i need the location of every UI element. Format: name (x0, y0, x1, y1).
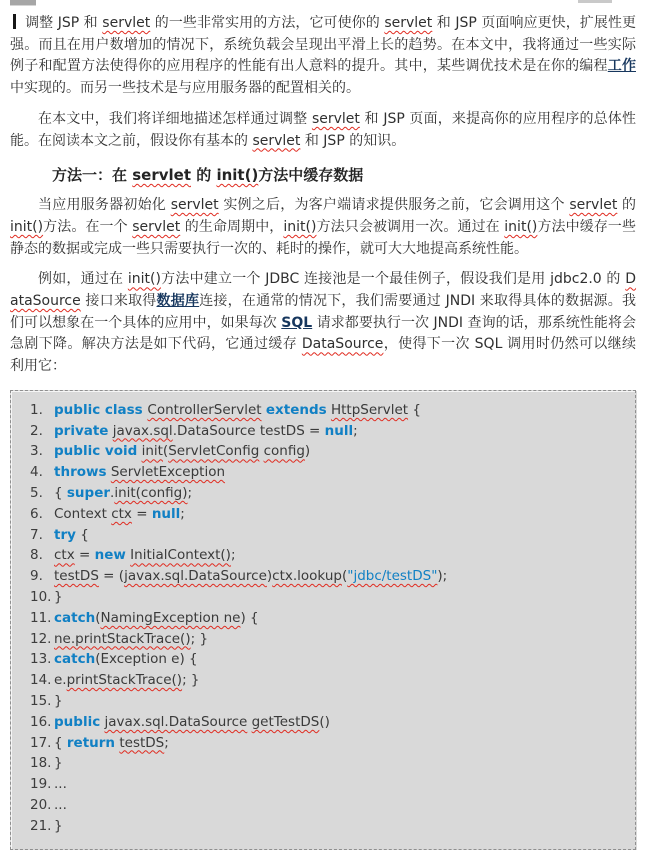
spellcheck-text: servlet (384, 15, 433, 31)
spellcheck-text: ControllerServlet (147, 401, 262, 418)
text-run: 接口来取得 (80, 293, 157, 310)
keyword-token: null (151, 505, 181, 522)
code-line (30, 712, 627, 733)
inline-link[interactable]: 数据库 (156, 293, 200, 310)
line-number: 7. (30, 526, 43, 543)
text-run: ; (180, 505, 185, 522)
spellcheck-text: testDS (54, 568, 99, 585)
window-artifact-left (10, 0, 36, 6)
code-line (30, 670, 627, 691)
spellcheck-text: javax.sql.DataSource (104, 713, 248, 730)
line-number: 2. (30, 422, 43, 439)
text-run: . (110, 485, 115, 502)
spellcheck-text: ServletConfig (168, 443, 260, 460)
spellcheck-text: ne.printStackTrace() (54, 630, 191, 647)
paragraph-intro (10, 13, 636, 100)
quote-bar (13, 14, 16, 29)
text-run: ... (54, 776, 67, 793)
line-number: 9. (30, 568, 43, 585)
keyword-token: super (66, 485, 111, 502)
line-number: 12. (30, 630, 52, 647)
spellcheck-text: servlet (132, 166, 191, 185)
inline-link[interactable]: 工作 (607, 58, 636, 75)
line-number: 15. (30, 693, 52, 709)
keyword-token: throws (54, 464, 107, 481)
text-run: 和 JSP 的知识。 (300, 132, 406, 149)
code-line (30, 774, 627, 795)
spellcheck-text: javax.sql (112, 422, 173, 439)
inline-link[interactable]: SQL (281, 314, 313, 331)
spellcheck-text: ctx (54, 547, 75, 564)
code-line (30, 733, 627, 754)
text-run: ; (187, 485, 193, 502)
text-run: { (408, 401, 421, 418)
line-number: 8. (30, 547, 43, 564)
text-run: 中实现的。而另一些技术是与应用服务器的配置相关的。 (10, 80, 360, 97)
spellcheck-text: init() (283, 218, 317, 235)
text-run: ( (162, 443, 169, 460)
text-run: 的 (191, 166, 217, 185)
text-run: 请求都要执行一次 JNDI 查询的话，那系统性能将会急剧下降。解决方法是如下代码，它通过缓存 (10, 314, 636, 353)
text-run: = (131, 505, 152, 522)
text-run: } (54, 817, 63, 834)
keyword-token: try (54, 526, 76, 543)
line-number: 13. (30, 651, 52, 668)
spellcheck-text: servlet (311, 110, 360, 127)
code-line (30, 525, 627, 546)
spellcheck-text: getTestDS (251, 713, 320, 730)
paragraph-init-method (10, 195, 636, 260)
keyword-token: null (324, 422, 354, 439)
code-line (30, 400, 627, 421)
text-run: ; (230, 547, 236, 564)
spellcheck-text: init() (216, 166, 259, 185)
code-line (30, 421, 627, 442)
code-line (30, 608, 627, 629)
text-run: ) (304, 443, 311, 460)
window-artifact-right (578, 0, 612, 3)
line-number: 20. (30, 796, 52, 813)
text-run: ( (95, 609, 101, 626)
text-run: 连接，在通常的情况下，我们需要通过 JNDI 来取得具体的数据源。我们可以想象在一个具体的应用中，如果每次 (10, 293, 637, 331)
text-run: ) { (240, 609, 259, 626)
line-number: 5. (30, 485, 43, 502)
text-run: 的 (617, 197, 637, 214)
text-run: } (54, 755, 63, 772)
keyword-token: public (54, 713, 101, 730)
spellcheck-text: servlet (132, 218, 181, 235)
paragraph-jdbc-example (10, 269, 636, 378)
text-run: ); (437, 568, 448, 585)
text-run: Context (54, 505, 112, 522)
code-block (10, 390, 636, 850)
text-run: 方法只会被调用一次。通过在 (316, 218, 505, 235)
line-number: 19. (30, 776, 52, 793)
spellcheck-text: init() (10, 218, 44, 235)
code-line (30, 753, 627, 774)
text-run: e. (54, 672, 67, 689)
line-number: 3. (30, 443, 43, 460)
text-run: 在本文中，我们将详细地描述怎样通过调整 (38, 110, 312, 127)
text-run: 方法。在一个 (43, 218, 133, 235)
spellcheck-text: servlet (170, 197, 219, 214)
spellcheck-text: DataSource (10, 271, 637, 310)
keyword-token: extends (265, 401, 327, 418)
code-line (30, 587, 627, 608)
text-run: 实例之后，为客户端请求提供服务之前，它会调用这个 (218, 197, 570, 214)
code-line (30, 649, 627, 670)
line-number: 21. (30, 817, 52, 834)
text-run: { (75, 526, 89, 543)
code-line (30, 795, 627, 816)
text-run: = ( (98, 568, 125, 585)
text-run: .DataSource testDS = (172, 422, 325, 439)
text-run: { (54, 485, 67, 502)
text-run: 方法一：在 (52, 166, 133, 185)
code-line (30, 629, 627, 650)
section-heading (10, 164, 636, 185)
code-line (30, 545, 627, 566)
text-run: ; (164, 734, 169, 751)
text-run: } (54, 693, 63, 709)
spellcheck-text: ctx.lookup (272, 568, 342, 585)
text-run: () (319, 713, 330, 730)
line-number: 4. (30, 464, 43, 481)
keyword-token: public void (54, 443, 138, 460)
spellcheck-text: config (263, 443, 305, 460)
text-run: ( (341, 568, 348, 585)
text-run: (Exception e) { (95, 651, 198, 668)
keyword-token: new (94, 547, 126, 564)
spellcheck-text: printStackTrace() (66, 672, 183, 689)
text-run: 方法中建立一个 JDBC 连接池是一个最佳例子，假设我们是用 jdbc2.0 的 (160, 271, 626, 288)
text-run: ; } (182, 672, 200, 689)
spellcheck-text: servlet (252, 132, 301, 149)
paragraph-overview (10, 109, 636, 152)
spellcheck-text: init() (504, 218, 538, 235)
spellcheck-text: servlet (569, 197, 618, 214)
spellcheck-text: ServletException (110, 464, 226, 481)
spellcheck-text: HttpServlet (330, 401, 409, 418)
spellcheck-text: init (141, 443, 163, 460)
spellcheck-text: InitialContext() (130, 547, 231, 564)
text-run: 方法中缓存数据 (258, 166, 364, 185)
text-run: ; (353, 422, 358, 439)
text-run: 的生命周期中， (180, 218, 284, 235)
text-run: 例如，通过在 (38, 271, 128, 288)
spellcheck-text: init(config) (114, 485, 188, 502)
line-number: 6. (30, 505, 43, 522)
text-run: 和 JSP 页面响应更快，扩展性更强。而且在用户数增加的情况下，系统负载会呈现出平滑上长的趋势。在本文中，我将通过一些实际例子和配置方法使得你的应用程序的性能有出人意料的提升。其中，某些调优技术是在你的编程 (10, 15, 637, 75)
code-line (30, 441, 627, 462)
text-run: ，使得下一次 SQL 调用时仍然可以继续利用它： (10, 336, 637, 375)
line-number: 1. (30, 401, 43, 418)
text-run: 的一些非常实用的方法，它可使你的 (150, 15, 385, 31)
string-token: "jdbc/testDS" (347, 568, 438, 585)
spellcheck-text: javax.sql.DataSource (124, 568, 267, 585)
line-number: 17. (30, 734, 52, 751)
line-number: 10. (30, 589, 52, 606)
keyword-token: private (54, 422, 109, 439)
keyword-token: public class (54, 401, 148, 418)
keyword-token: catch (54, 651, 96, 668)
text-run: 方法中缓存一些静态的数据或完成一些只需要执行一次的、耗时的操作，就可大大地提高系统性能。 (10, 218, 637, 257)
code-line (30, 691, 627, 712)
spellcheck-text: init() (127, 271, 161, 288)
keyword-token: return (66, 734, 116, 751)
text-run: 当应用服务器初始化 (38, 197, 171, 214)
text-run: = (74, 547, 95, 564)
line-number: 14. (30, 672, 52, 689)
spellcheck-text: testDS (119, 734, 165, 751)
text-run: ) (266, 568, 273, 585)
keyword-token: catch (54, 609, 96, 626)
line-number: 11. (30, 609, 52, 626)
text-run: 调整 JSP 和 (25, 15, 103, 31)
text-run: 和 JSP 页面，来提高你的应用程序的总体性能。在阅读本文之前，假设你有基本的 (10, 110, 637, 149)
spellcheck-text: DataSource (301, 336, 384, 353)
text-run: ... (54, 796, 67, 813)
code-line (30, 566, 627, 587)
text-run: { (54, 734, 67, 751)
line-number: 16. (30, 713, 52, 730)
code-line (30, 462, 627, 483)
line-number: 18. (30, 755, 52, 772)
code-line (30, 504, 627, 525)
code-line (30, 816, 627, 837)
spellcheck-text: NamingException ne (100, 609, 241, 626)
text-run: } (54, 589, 63, 606)
spellcheck-text: servlet (102, 15, 151, 31)
code-line (30, 483, 627, 504)
text-run: ; } (190, 630, 209, 647)
spellcheck-text: ctx (111, 505, 132, 522)
